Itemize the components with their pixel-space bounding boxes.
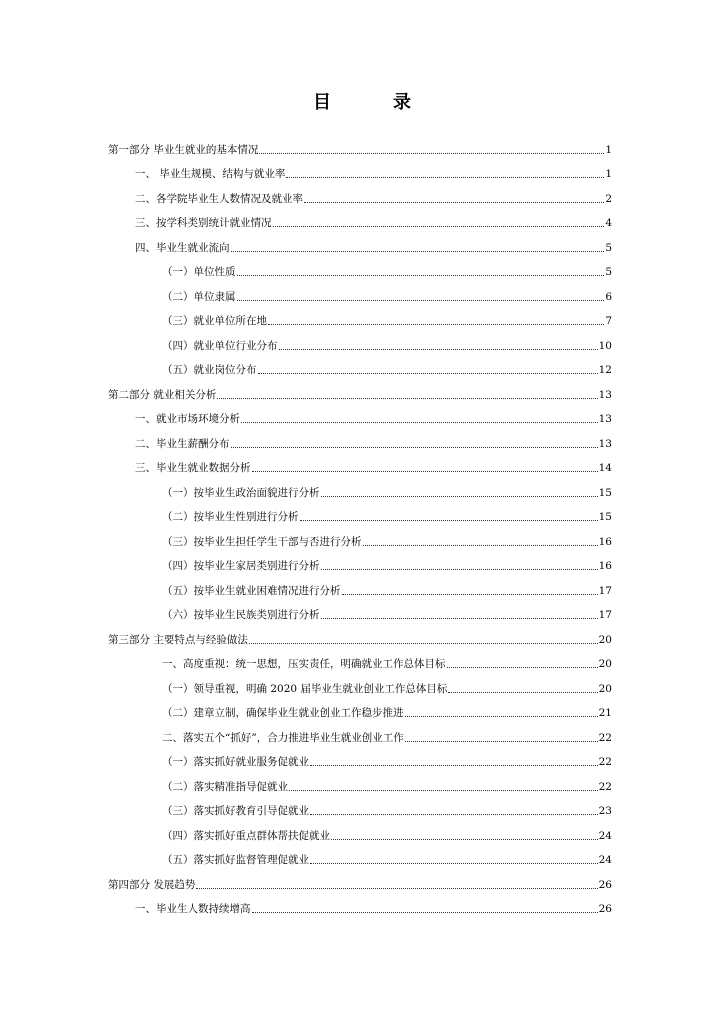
toc-entry-page-number: 22 [598, 731, 612, 744]
toc-entry[interactable] [0, 451, 724, 476]
toc-dot-leader [217, 398, 597, 399]
toc-entry-label: 一、高度重视：统一思想，压实责任，明确就业工作总体目标 [162, 658, 446, 670]
toc-entry-label: （二）建章立制，确保毕业生就业创业工作稳步推进 [162, 707, 404, 719]
toc-entry-page-number: 14 [598, 462, 612, 474]
toc-dot-leader [279, 349, 598, 350]
toc-entry-page-number: 16 [598, 560, 612, 572]
toc-entry-label: （二）落实精准指导促就业 [162, 780, 288, 793]
toc-entry[interactable] [0, 255, 724, 280]
toc-dot-leader [310, 765, 598, 766]
toc-entry[interactable] [0, 671, 724, 696]
toc-entry-page-number: 13 [598, 388, 612, 401]
toc-entry-label: （五）落实抓好监督管理促就业 [162, 854, 309, 866]
toc-entry[interactable] [0, 230, 724, 255]
toc-entry-page-number: 13 [598, 413, 612, 425]
toc-entry[interactable] [0, 573, 724, 598]
toc-entry-label: （五）就业岗位分布 [162, 364, 257, 376]
toc-entry-page-number: 1 [605, 143, 612, 156]
toc-entry-page-number: 15 [598, 486, 612, 499]
toc-entry[interactable] [0, 549, 724, 574]
toc-dot-leader [286, 177, 604, 178]
toc-dot-leader [405, 716, 598, 717]
toc-entry-label: 二、毕业生薪酬分布 [135, 437, 230, 450]
toc-entry-page-number: 12 [598, 364, 612, 376]
toc-entry[interactable] [0, 745, 724, 770]
toc-entry-page-number: 4 [605, 217, 612, 229]
toc-dot-leader [231, 447, 598, 448]
toc-entry[interactable] [0, 304, 724, 329]
toc-entry[interactable] [0, 720, 724, 745]
toc-dot-leader [321, 496, 598, 497]
toc-entry-label: （四）落实抓好重点群体帮扶促就业 [162, 829, 330, 842]
toc-dot-leader [196, 888, 597, 889]
toc-entry-label: 四、毕业生就业流向 [135, 241, 230, 254]
toc-entry-page-number: 24 [598, 854, 612, 866]
toc-dot-leader [259, 153, 604, 154]
toc-entry[interactable] [0, 402, 724, 427]
toc-entry-label: 第四部分 发展趋势 [108, 878, 196, 891]
toc-entry-page-number: 22 [598, 756, 612, 768]
toc-entry[interactable] [0, 892, 724, 917]
toc-entry[interactable] [0, 181, 724, 206]
toc-entry-page-number: 1 [605, 168, 612, 180]
toc-entry-label: （一）按毕业生政治面貌进行分析 [162, 486, 320, 499]
toc-entry-label: 第三部分 主要特点与经验做法 [108, 633, 248, 646]
toc-entry-page-number: 20 [598, 658, 612, 670]
toc-dot-leader [252, 471, 598, 472]
toc-dot-leader [331, 839, 598, 840]
toc-entry-label: 第二部分 就业相关分析 [108, 388, 217, 401]
toc-dot-leader [321, 618, 598, 619]
toc-entry-label: 一、毕业生人数持续增高 [135, 903, 251, 915]
toc-entry-page-number: 6 [605, 290, 612, 303]
toc-entry-label: （二）单位隶属 [162, 290, 236, 303]
toc-entry-label: 一、就业市场环境分析 [135, 413, 240, 425]
toc-entry-page-number: 17 [598, 584, 612, 597]
toc-entry-page-number: 5 [605, 266, 612, 278]
toc-dot-leader [258, 373, 598, 374]
toc-entry-label: （三）落实抓好教育引导促就业 [162, 805, 309, 817]
toc-entry-label: 三、毕业生就业数据分析 [135, 462, 251, 474]
toc-entry[interactable] [0, 794, 724, 819]
toc-dot-leader [252, 912, 598, 913]
toc-entry-label: （四）就业单位行业分布 [162, 339, 278, 352]
toc-dot-leader [241, 422, 598, 423]
toc-dot-leader [237, 300, 605, 301]
toc-part-entry[interactable] [0, 867, 724, 892]
toc-entry-label: （五）按毕业生就业困难情况进行分析 [162, 584, 341, 597]
toc-entry-page-number: 26 [598, 878, 612, 891]
toc-entry[interactable] [0, 647, 724, 672]
toc-entry[interactable] [0, 279, 724, 304]
toc-dot-leader [273, 226, 605, 227]
toc-entry-page-number: 5 [605, 241, 612, 254]
toc-dot-leader [249, 643, 598, 644]
toc-entry[interactable] [0, 598, 724, 623]
toc-dot-leader [447, 667, 598, 668]
toc-entry-page-number: 20 [598, 682, 612, 695]
toc-entry-label: 第一部分 毕业生就业的基本情况 [108, 143, 259, 156]
toc-entry-label: （一）领导重视，明确 2020 届毕业生就业创业工作总体目标 [162, 682, 448, 695]
toc-entry-page-number: 21 [598, 707, 612, 719]
toc-dot-leader [310, 863, 598, 864]
toc-entry-page-number: 2 [605, 192, 612, 205]
toc-entry[interactable] [0, 475, 724, 500]
toc-entry[interactable] [0, 353, 724, 378]
toc-dot-leader [363, 545, 598, 546]
toc-entry-label: （三）按毕业生担任学生干部与否进行分析 [162, 535, 362, 548]
toc-entry-page-number: 10 [598, 339, 612, 352]
page-title: 目 录 [313, 92, 433, 113]
toc-dot-leader [342, 594, 598, 595]
toc-dot-leader [321, 569, 598, 570]
toc-entry[interactable] [0, 206, 724, 231]
toc-part-entry[interactable] [0, 132, 724, 157]
toc-entry-page-number: 13 [598, 437, 612, 450]
toc-entry-page-number: 26 [598, 903, 612, 915]
toc-entry[interactable] [0, 843, 724, 868]
toc-part-entry[interactable] [0, 377, 724, 402]
toc-entry[interactable] [0, 500, 724, 525]
toc-entry[interactable] [0, 328, 724, 353]
toc-entry-label: 一、 毕业生规模、结构与就业率 [135, 168, 286, 180]
table-of-contents [0, 132, 724, 916]
toc-dot-leader [289, 790, 598, 791]
toc-dot-leader [405, 741, 598, 742]
toc-dot-leader [237, 275, 605, 276]
toc-entry[interactable] [0, 524, 724, 549]
toc-entry-page-number: 17 [598, 609, 612, 621]
toc-entry-label: （四）按毕业生家居类别进行分析 [162, 560, 320, 572]
toc-entry-label: （三）就业单位所在地 [162, 315, 267, 327]
toc-dot-leader [448, 692, 597, 693]
toc-entry[interactable] [0, 818, 724, 843]
toc-entry[interactable] [0, 426, 724, 451]
toc-entry-page-number: 16 [598, 535, 612, 548]
toc-entry-page-number: 24 [598, 829, 612, 842]
toc-entry-page-number: 7 [605, 315, 612, 327]
toc-entry-page-number: 15 [598, 511, 612, 523]
toc-entry[interactable] [0, 696, 724, 721]
toc-entry-label: （二）按毕业生性别进行分析 [162, 511, 299, 523]
toc-part-entry[interactable] [0, 622, 724, 647]
toc-entry-label: （六）按毕业生民族类别进行分析 [162, 609, 320, 621]
toc-dot-leader [231, 251, 605, 252]
toc-entry-page-number: 22 [598, 780, 612, 793]
toc-entry-page-number: 20 [598, 633, 612, 646]
toc-entry[interactable] [0, 769, 724, 794]
toc-entry-label: 三、按学科类别统计就业情况 [135, 217, 272, 229]
toc-dot-leader [310, 814, 598, 815]
toc-dot-leader [304, 202, 604, 203]
toc-entry-label: （一）落实抓好就业服务促就业 [162, 756, 309, 768]
toc-entry[interactable] [0, 157, 724, 182]
toc-entry-label: （一）单位性质 [162, 266, 236, 278]
toc-dot-leader [300, 520, 598, 521]
toc-entry-page-number: 23 [598, 805, 612, 817]
toc-dot-leader [268, 324, 604, 325]
toc-entry-label: 二、落实五个“抓好”，合力推进毕业生就业创业工作 [162, 731, 404, 744]
toc-entry-label: 二、各学院毕业生人数情况及就业率 [135, 192, 303, 205]
